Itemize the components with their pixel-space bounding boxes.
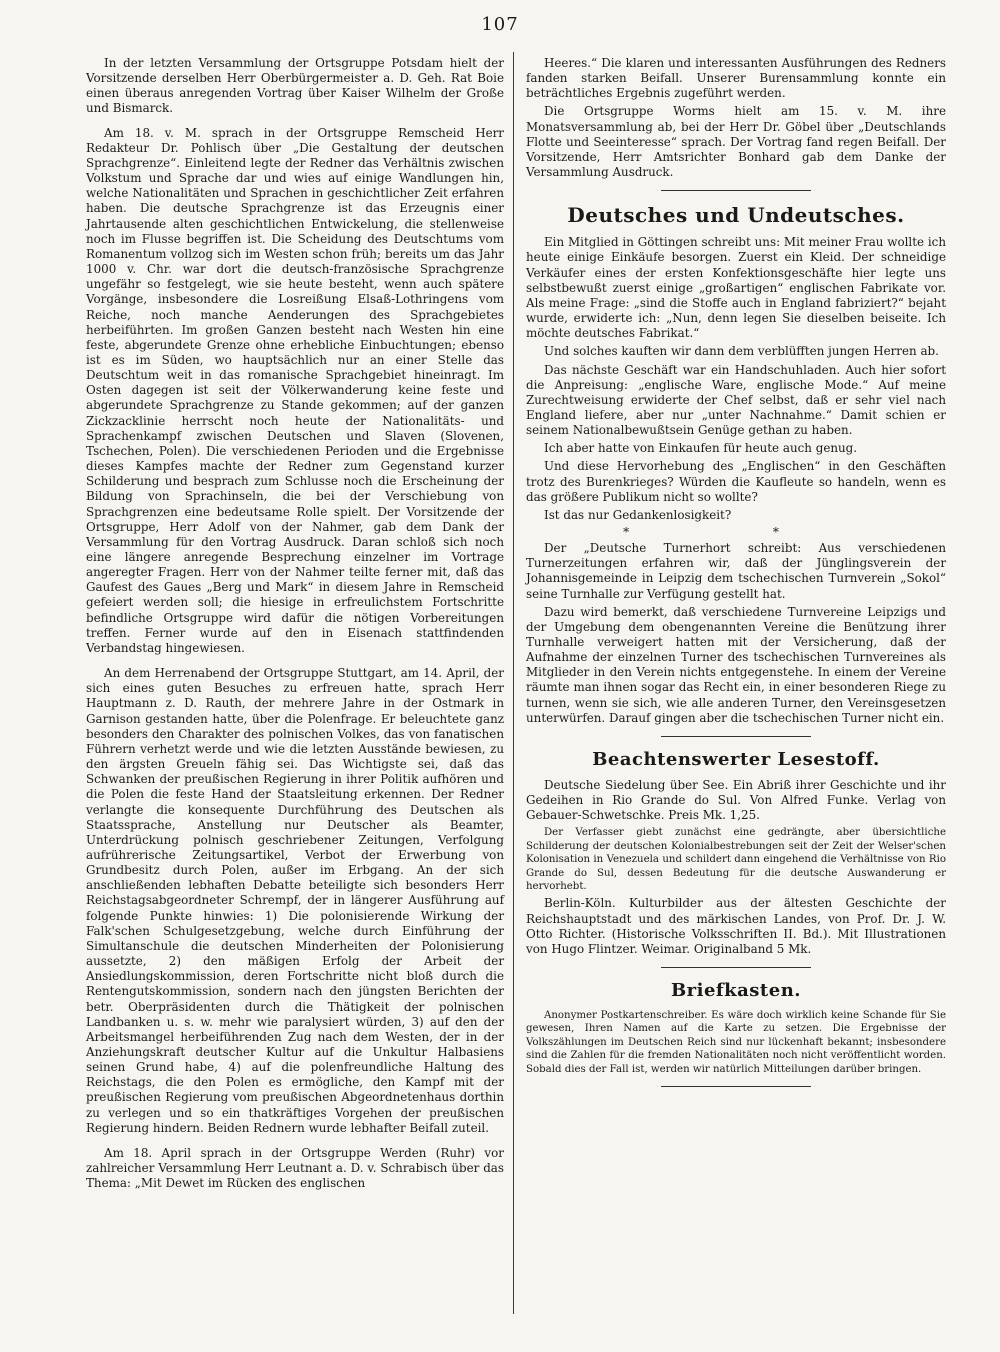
turnerhort-paragraph: Der „Deutsche Turnerhort schreibt: Aus verschiedenen Turnerzeitungen erfahren wir, daß der Jünglingsverein der Johannisgemeinde in Leipzig dem tschechischen Turnverein „Sokol“ seine Turnhalle zur Verfügung gestellt hat. [526, 541, 946, 601]
deutsches-paragraph: Und diese Hervorhebung des „Englischen“ in den Geschäften trotz des Burenkrieges? Würden die Kaufleute so handeln, wenn es das größere Publikum nicht so wollte? [526, 459, 946, 504]
section-rule [661, 736, 811, 737]
book-entry: Berlin-Köln. Kulturbilder aus der ältesten Geschichte der Reichshauptstadt und des märkischen Landes, von Prof. Dr. J. W. Otto Richter. (Historische Volksschriften II. Bd.). Mit Illustrationen von Hugo Flintzer. Weimar. Originalband 5 Mk. [526, 896, 946, 956]
book-entry: Deutsche Siedelung über See. Ein Abriß ihrer Geschichte und ihr Gedeihen in Rio Grande do Sul. Von Alfred Funke. Verlag von Gebauer-Schwetschke. Preis Mk. 1,25. [526, 777, 946, 823]
right-column [526, 56, 946, 1095]
section-heading-briefkasten: Briefkasten. [670, 980, 802, 1002]
turnerhort-paragraph: Dazu wird bemerkt, daß verschiedene Turnvereine Leipzigs und der Umgebung dem obengenannten Vereine die Benützung ihrer Turnhalle verweigert hatten mit der Versicherung, daß der Aufnahme der einzelnen Turner des tschechischen Turnvereines als Mitglieder in den Verein nichts entgegenstehe. In einem der Vereine räumte man ihnen sogar das Recht ein, in einer besonderen Riege zu turnen, wenn sie sich, wie alle anderen Turner, den Vereinsgesetzen unterwürfen. Darauf gingen aber die tschechischen Turner nicht ein. [526, 604, 946, 725]
deutsches-paragraph: Ist das nur Gedankenlosigkeit? [544, 507, 732, 522]
article-worms: Die Ortsgruppe Worms hielt am 15. v. M. ihre Monatsversammlung ab, bei der Herr Dr. Göbel über „Deutschlands Flotte und Seeinteresse“ sprach. Der Vortrag fand regen Beifall. Der Vorsitzende, Herr Amtsrichter Bonhard gab dem Danke der Versammlung Ausdruck. [526, 104, 946, 180]
section-heading-deutsches: Deutsches und Undeutsches. [567, 203, 905, 228]
column-divider [513, 52, 514, 1314]
article-werden: Am 18. April sprach in der Ortsgruppe Werden (Ruhr) vor zahlreicher Versammlung Herr Leutnant a. D. v. Schrabisch über das Thema: „Mit Dewet im Rücken des englischen [86, 1145, 504, 1191]
deutsches-paragraph: Ich aber hatte von Einkaufen für heute auch genug. [544, 441, 858, 456]
asterisk-separator: * * [623, 525, 849, 540]
section-heading-lesestoff: Beachtenswerter Lesestoff. [592, 748, 880, 770]
end-rule [661, 1086, 811, 1087]
book-review-note: Der Verfasser giebt zunächst eine gedrängte, aber übersichtliche Schilderung der deutschen Kolonialbestrebungen seit der Zeit der Welser'schen Kolonisation in Venezuela und schildert dann eingehend die Verhältnisse von Rio Grande do Sul, dessen Bedeutung für die deutsche Auswanderung er hervorhebt. [526, 827, 946, 893]
deutsches-paragraph: Ein Mitglied in Göttingen schreibt uns: Mit meiner Frau wollte ich heute einige Einkäufe besorgen. Zuerst ein Kleid. Der schneidige Verkäufer eines der ersten Konfektionsgeschäfte hier legte uns selbstbewußt zuerst einige „großartigen“ englischen Fabrikate vor. Als meine Frage: „sind die Stoffe auch in England fabriziert?“ bejaht wurde, erwiderte ich: „Nun, denn legen Sie dieselben beiseite. Ich möchte deutsches Fabrikat.“ [526, 235, 946, 341]
article-potsdam: In der letzten Versammlung der Ortsgruppe Potsdam hielt der Vorsitzende derselben Herr Oberbürgermeister a. D. Geh. Rat Boie einen überaus anregenden Vortrag über Kaiser Wilhelm der Große und Bismarck. [86, 56, 504, 116]
briefkasten-entry: Anonymer Postkartenschreiber. Es wäre doch wirklich keine Schande für Sie gewesen, Ihren Namen auf die Karte zu setzen. Die Ergebnisse der Volkszählungen im Deutschen Reich sind nur lückenhaft bekannt; insbesondere sind die Zahlen für die fremden Nationalitäten noch nicht veröffentlicht worden. Sobald dies der Fall ist, werden wir natürlich Mitteilungen darüber bringen. [526, 1010, 946, 1075]
page-number: 107 [481, 14, 519, 35]
article-werden-continued: Heeres.“ Die klaren und interessanten Ausführungen des Redners fanden starken Beifall. Unserer Burensammlung konnte ein beträchtliches Ergebnis zugeführt werden. [526, 56, 946, 101]
section-rule [661, 967, 811, 968]
section-rule [661, 190, 811, 191]
article-stuttgart: An dem Herrenabend der Ortsgruppe Stuttgart, am 14. April, der sich eines guten Besuches zu erfreuen hatte, sprach Herr Hauptmann z. D. Rauth, der mehrere Jahre in der Ostmark in Garnison gestanden hatte, über die Polenfrage. Er beleuchtete ganz besonders den Charakter des polnischen Volkes, das von fanatischen Führern verhetzt werde und wie die letzten Ausstände bewiesen, zu den ärgsten Greueln fähig sei. Das Wichtigste sei, daß das Schwanken der preußischen Regierung in ihrer Politik aufhören und die Polen die feste Hand der Staatsleitung erkennen. Der Redner verlangte die konsequente Durchführung des Deutschen als Staatssprache, Anstellung nur Deutscher als Beamter, Unterdrückung polnisch geschriebener Zeitungen, Verfolgung aufrührerische Zeitungsartikel, Verbot der Erwerbung von Grundbesitz durch Polen, außer im Erbgang. An der sich anschließenden lebhaften Debatte beteiligte sich besonders Herr Reichstagsabgeordneter Schrempf, der in längerer Ausführung auf folgende Punkte hinwies: 1) Die polonisierende Wirkung der Falk'schen Schulgesetzgebung, welche durch Einführung der Simultanschule die deutschen Minderheiten der Polonisierung aussetzte, 2) den mäßigen Erfolg der Arbeit der Ansiedlungskommission, deren Fortschritte nicht bloß durch die Rentengutskommission, sondern nach den jüngsten Berichten der betr. Oberpräsidenten durch die Thätigkeit der polnischen Landbanken u. s. w. mehr wie paralysiert würden, 3) auf den der Arbeitsmangel herbeiführenden Zug nach dem Westen, der in der Anziehungskraft deutscher Kultur auf die Unkultur Halbasiens seinen Grund habe, 4) auf die polenfreundliche Haltung des Reichstags, die den Polen es ermögliche, den Kampf mit der preußischen Regierung vom preußischen Abgeordnetenhaus dorthin zu verlegen und so ein thatkräftiges Vorgehen der preußischen Regierung hindern. Beiden Rednern wurde lebhafter Beifall zuteil. [86, 666, 504, 1135]
deutsches-paragraph: Das nächste Geschäft war ein Handschuhladen. Auch hier sofort die Anpreisung: „englische Ware, englische Mode.“ Auf meine Zurechtweisung erwiderte der Chef selbst, daß er sehr viel nach England liefere, aber nur „unter Nachnahme.“ Damit schien er seinem Nationalbewußtsein Genüge gethan zu haben. [526, 362, 946, 438]
article-remscheid: Am 18. v. M. sprach in der Ortsgruppe Remscheid Herr Redakteur Dr. Pohlisch über „Die Gestaltung der deutschen Sprachgrenze“. Einleitend legte der Redner das Verhältnis zwischen Volkstum und Sprache dar und wies auf einige Wandlungen hin, welche Nationalitäten und Sprachen in geschichtlicher Zeit erfahren haben. Die deutsche Sprachgrenze ist das Erzeugnis einer Jahrtausende alten geschichtlichen Entwickelung, die stellenweise noch im Flusse begriffen ist. Die Scheidung des Deutschtums vom Romanentum vollzog sich im Westen schon früh; bereits um das Jahr 1000 v. Chr. war dort die deutsch-französische Sprachgrenze ungefähr so festgelegt, wie sie heute besteht, wenn auch spätere Vorgänge, insbesondere die Losreißung Elsaß-Lothringens vom Reiche, noch manche Aenderungen des Sprachgebietes herbeiführten. Im großen Ganzen besteht nach Westen hin eine feste, abgerundete Grenze ohne erhebliche Einbuchtungen; ebenso ist es im Süden, wo hauptsächlich nur an einer Stelle das Deutschtum weit in das romanische Sprachgebiet hineinragt. Im Osten dagegen ist seit der Völkerwanderung keine feste und abgerundete Sprachgrenze zu Stande gekommen; auf der ganzen Zickzacklinie herrscht noch heute der Nationalitäts- und Sprachenkampf zwischen Deutschen und Slaven (Slovenen, Tschechen, Polen). Die verschiedenen Perioden und die Ergebnisse dieses Kampfes machte der Redner zum Gegenstand kurzer Schilderung und besprach zum Schlusse noch die Erscheinung der Bildung von Sprachinseln, die bei der Verschiebung von Sprachgrenzen eine bedeutsame Rolle spielt. Der Vorsitzende der Ortsgruppe, Herr Adolf von der Nahmer, gab dem Dank der Versammlung für den Vortrag Ausdruck. Daran schloß sich noch eine längere anregende Besprechung einzelner im Vortrage angeregter Fragen. Herr von der Nahmer teilte ferner mit, daß das Gaufest des Gaues „Berg und Mark“ in diesem Jahre in Remscheid gefeiert werden soll; die hiesige in erfreulichstem Fortschritte befindliche Ortsgruppe wird dafür die nötigen Vorbereitungen treffen. Ferner wurde auf den in Eisenach stattfindenden Verbandstag hingewiesen. [86, 125, 504, 655]
left-column [86, 56, 504, 1191]
deutsches-paragraph: Und solches kauften wir dann dem verblüfften jungen Herren ab. [544, 344, 939, 359]
